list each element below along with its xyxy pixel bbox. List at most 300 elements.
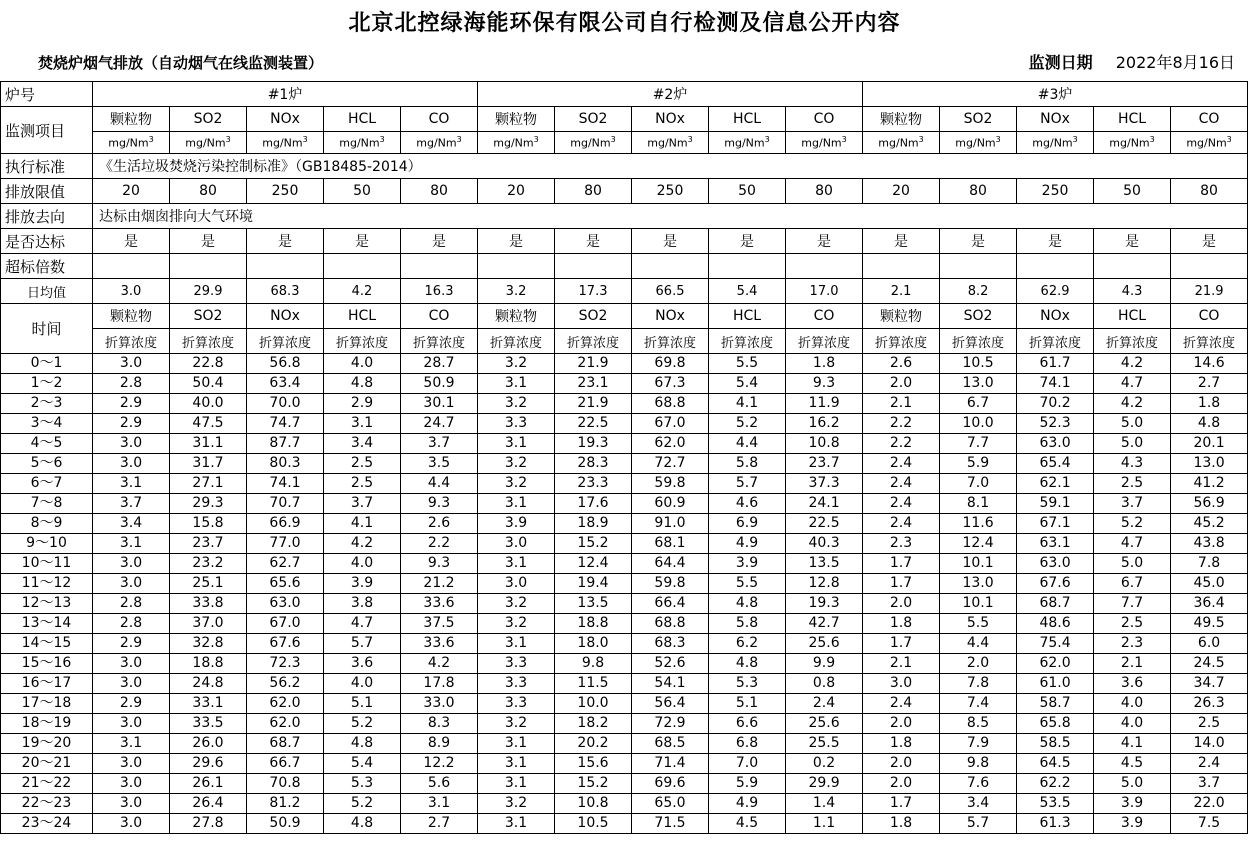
value-cell: 10.8 — [786, 434, 863, 454]
value-cell: 67.0 — [247, 614, 324, 634]
value-cell: 5.8 — [709, 614, 786, 634]
value-cell: 65.4 — [1017, 454, 1094, 474]
value-cell: 11.6 — [940, 514, 1017, 534]
daily-avg-cell: 5.4 — [709, 279, 786, 304]
value-cell: 5.2 — [709, 414, 786, 434]
value-cell: 1.8 — [863, 614, 940, 634]
value-cell: 4.7 — [1094, 534, 1171, 554]
unit-cell: mg/Nm$^3$ — [93, 132, 170, 154]
value-cell: 3.0 — [478, 574, 555, 594]
value-cell: 5.1 — [324, 694, 401, 714]
value-cell: 3.3 — [478, 694, 555, 714]
hour-cell: 8～9 — [1, 514, 93, 534]
limit-cell: 20 — [478, 179, 555, 204]
hour-row — [1, 814, 1248, 834]
value-cell: 12.8 — [786, 574, 863, 594]
value-cell: 33.8 — [170, 594, 247, 614]
limit-cell: 50 — [709, 179, 786, 204]
value-cell: 13.5 — [555, 594, 632, 614]
value-cell: 27.1 — [170, 474, 247, 494]
value-cell: 5.2 — [324, 714, 401, 734]
value-cell: 37.3 — [786, 474, 863, 494]
value-cell: 74.7 — [247, 414, 324, 434]
hour-cell: 22～23 — [1, 794, 93, 814]
value-cell: 30.1 — [401, 394, 478, 414]
value-cell: 2.5 — [1094, 474, 1171, 494]
value-cell: 80.3 — [247, 454, 324, 474]
value-cell: 3.0 — [93, 454, 170, 474]
limit-cell: 80 — [170, 179, 247, 204]
hour-cell: 0～1 — [1, 354, 93, 374]
value-cell: 3.7 — [1094, 494, 1171, 514]
value-cell: 29.6 — [170, 754, 247, 774]
limit-row — [1, 179, 1248, 204]
value-cell: 6.2 — [709, 634, 786, 654]
limit-cell: 80 — [555, 179, 632, 204]
value-cell: 1.8 — [863, 814, 940, 834]
value-cell: 5.2 — [1094, 514, 1171, 534]
hour-cell: 13～14 — [1, 614, 93, 634]
furnace-row — [1, 82, 1248, 107]
limit-cell: 80 — [786, 179, 863, 204]
hour-cell: 15～16 — [1, 654, 93, 674]
value-cell: 3.4 — [940, 794, 1017, 814]
value-cell: 9.3 — [786, 374, 863, 394]
hour-cell: 4～5 — [1, 434, 93, 454]
value-cell: 62.0 — [632, 434, 709, 454]
value-cell: 32.8 — [170, 634, 247, 654]
value-cell: 3.1 — [478, 734, 555, 754]
value-cell: 4.0 — [1094, 694, 1171, 714]
value-cell: 2.0 — [863, 714, 940, 734]
value-cell: 25.6 — [786, 634, 863, 654]
value-cell: 3.0 — [93, 794, 170, 814]
value-cell: 67.1 — [1017, 514, 1094, 534]
value-cell: 65.8 — [1017, 714, 1094, 734]
value-cell: 81.2 — [247, 794, 324, 814]
value-cell: 63.0 — [1017, 434, 1094, 454]
value-cell: 7.7 — [1094, 594, 1171, 614]
value-cell: 64.5 — [1017, 754, 1094, 774]
value-cell: 70.0 — [247, 394, 324, 414]
conc-header: 折算浓度 — [709, 329, 786, 354]
hour-row — [1, 434, 1248, 454]
exceed-cell — [555, 254, 632, 279]
value-cell: 3.1 — [478, 374, 555, 394]
daily-avg-cell: 3.0 — [93, 279, 170, 304]
value-cell: 31.7 — [170, 454, 247, 474]
conc-header: 折算浓度 — [632, 329, 709, 354]
value-cell: 4.4 — [940, 634, 1017, 654]
hour-cell: 12～13 — [1, 594, 93, 614]
value-cell: 21.9 — [555, 354, 632, 374]
value-cell: 4.9 — [709, 794, 786, 814]
value-cell: 36.4 — [1171, 594, 1248, 614]
value-cell: 8.3 — [401, 714, 478, 734]
value-cell: 2.4 — [786, 694, 863, 714]
hour-row — [1, 774, 1248, 794]
value-cell: 19.4 — [555, 574, 632, 594]
value-cell: 17.8 — [401, 674, 478, 694]
compliant-cell: 是 — [1171, 229, 1248, 254]
value-cell: 2.9 — [93, 414, 170, 434]
value-cell: 3.1 — [93, 474, 170, 494]
value-cell: 2.8 — [93, 374, 170, 394]
value-cell: 2.4 — [863, 474, 940, 494]
value-cell: 3.4 — [324, 434, 401, 454]
compliant-cell: 是 — [940, 229, 1017, 254]
compliant-cell: 是 — [247, 229, 324, 254]
value-cell: 3.9 — [324, 574, 401, 594]
limit-cell: 80 — [401, 179, 478, 204]
value-cell: 34.7 — [1171, 674, 1248, 694]
hour-cell: 20～21 — [1, 754, 93, 774]
value-cell: 41.2 — [1171, 474, 1248, 494]
value-cell: 3.9 — [1094, 814, 1171, 834]
daily-avg-cell: 68.3 — [247, 279, 324, 304]
value-cell: 9.9 — [786, 654, 863, 674]
value-cell: 69.6 — [632, 774, 709, 794]
compliant-cell: 是 — [478, 229, 555, 254]
hour-row — [1, 714, 1248, 734]
value-cell: 3.6 — [324, 654, 401, 674]
value-cell: 23.3 — [555, 474, 632, 494]
value-cell: 3.2 — [478, 614, 555, 634]
value-cell: 4.9 — [709, 534, 786, 554]
hour-row — [1, 514, 1248, 534]
value-cell: 3.9 — [709, 554, 786, 574]
unit-cell: mg/Nm$^3$ — [863, 132, 940, 154]
value-cell: 62.7 — [247, 554, 324, 574]
value-cell: 47.5 — [170, 414, 247, 434]
value-cell: 4.8 — [324, 374, 401, 394]
value-cell: 68.7 — [1017, 594, 1094, 614]
value-cell: 25.1 — [170, 574, 247, 594]
value-cell: 15.2 — [555, 534, 632, 554]
value-cell: 42.7 — [786, 614, 863, 634]
limit-cell: 20 — [93, 179, 170, 204]
hour-cell: 17～18 — [1, 694, 93, 714]
value-cell: 10.8 — [555, 794, 632, 814]
daily-avg-label: 日均值 — [1, 279, 93, 304]
value-cell: 3.3 — [478, 654, 555, 674]
value-cell: 40.0 — [170, 394, 247, 414]
value-cell: 62.0 — [247, 694, 324, 714]
pollutant-subheader: HCL — [1094, 304, 1171, 329]
value-cell: 3.1 — [401, 794, 478, 814]
conc-header: 折算浓度 — [863, 329, 940, 354]
pollutant-header: HCL — [709, 107, 786, 132]
conc-header: 折算浓度 — [1094, 329, 1171, 354]
compliant-cell: 是 — [1017, 229, 1094, 254]
value-cell: 4.8 — [324, 814, 401, 834]
value-cell: 3.1 — [93, 734, 170, 754]
direction-label: 排放去向 — [1, 204, 93, 229]
value-cell: 70.8 — [247, 774, 324, 794]
value-cell: 2.2 — [863, 434, 940, 454]
value-cell: 29.3 — [170, 494, 247, 514]
value-cell: 2.4 — [1171, 754, 1248, 774]
value-cell: 2.3 — [1094, 634, 1171, 654]
unit-cell: mg/Nm$^3$ — [940, 132, 1017, 154]
compliant-row — [1, 229, 1248, 254]
daily-avg-cell: 2.1 — [863, 279, 940, 304]
value-cell: 3.8 — [324, 594, 401, 614]
value-cell: 3.0 — [93, 434, 170, 454]
pollutant-header: HCL — [324, 107, 401, 132]
value-cell: 25.6 — [786, 714, 863, 734]
daily-avg-cell: 4.3 — [1094, 279, 1171, 304]
value-cell: 8.5 — [940, 714, 1017, 734]
unit-cell: mg/Nm$^3$ — [324, 132, 401, 154]
value-cell: 59.8 — [632, 574, 709, 594]
hour-cell: 6～7 — [1, 474, 93, 494]
value-cell: 3.3 — [478, 674, 555, 694]
pollutant-subheader: SO2 — [940, 304, 1017, 329]
emission-table — [0, 81, 1248, 834]
value-cell: 5.6 — [401, 774, 478, 794]
unit-cell: mg/Nm$^3$ — [632, 132, 709, 154]
conc-header: 折算浓度 — [478, 329, 555, 354]
standard-row — [1, 154, 1248, 179]
value-cell: 9.3 — [401, 494, 478, 514]
value-cell: 2.4 — [863, 514, 940, 534]
pollutant-subheader: HCL — [709, 304, 786, 329]
value-cell: 3.0 — [93, 754, 170, 774]
hour-row — [1, 354, 1248, 374]
value-cell: 5.0 — [1094, 774, 1171, 794]
pollutant-subheader: SO2 — [555, 304, 632, 329]
limit-cell: 250 — [632, 179, 709, 204]
limit-cell: 50 — [324, 179, 401, 204]
unit-cell: mg/Nm$^3$ — [1017, 132, 1094, 154]
value-cell: 2.7 — [1171, 374, 1248, 394]
pollutant-subheader: NOx — [247, 304, 324, 329]
value-cell: 7.0 — [940, 474, 1017, 494]
hour-row — [1, 574, 1248, 594]
value-cell: 1.8 — [863, 734, 940, 754]
value-cell: 6.7 — [1094, 574, 1171, 594]
value-cell: 5.1 — [709, 694, 786, 714]
value-cell: 4.2 — [324, 534, 401, 554]
value-cell: 1.4 — [786, 794, 863, 814]
value-cell: 28.3 — [555, 454, 632, 474]
unit-cell: mg/Nm$^3$ — [709, 132, 786, 154]
furnace-label: 炉号 — [1, 82, 93, 107]
value-cell: 61.0 — [1017, 674, 1094, 694]
value-cell: 31.1 — [170, 434, 247, 454]
value-cell: 61.3 — [1017, 814, 1094, 834]
hour-cell: 11～12 — [1, 574, 93, 594]
compliant-cell: 是 — [709, 229, 786, 254]
value-cell: 18.8 — [555, 614, 632, 634]
value-cell: 3.0 — [93, 354, 170, 374]
value-cell: 33.1 — [170, 694, 247, 714]
unit-row — [1, 132, 1248, 154]
compliant-cell: 是 — [632, 229, 709, 254]
conc-header: 折算浓度 — [555, 329, 632, 354]
limit-cell: 50 — [1094, 179, 1171, 204]
value-cell: 26.3 — [1171, 694, 1248, 714]
value-cell: 8.9 — [401, 734, 478, 754]
limit-cell: 250 — [1017, 179, 1094, 204]
exceed-row — [1, 254, 1248, 279]
value-cell: 75.4 — [1017, 634, 1094, 654]
value-cell: 7.8 — [1171, 554, 1248, 574]
value-cell: 21.9 — [555, 394, 632, 414]
pollutant-subheader: 颗粒物 — [478, 304, 555, 329]
pollutant-subheader: 颗粒物 — [93, 304, 170, 329]
value-cell: 9.3 — [401, 554, 478, 574]
unit-cell: mg/Nm$^3$ — [478, 132, 555, 154]
value-cell: 2.3 — [863, 534, 940, 554]
value-cell: 2.5 — [324, 454, 401, 474]
hour-row — [1, 494, 1248, 514]
value-cell: 63.0 — [247, 594, 324, 614]
value-cell: 4.0 — [324, 354, 401, 374]
hour-row — [1, 594, 1248, 614]
time-label: 时间 — [1, 304, 93, 354]
value-cell: 7.0 — [709, 754, 786, 774]
hour-cell: 18～19 — [1, 714, 93, 734]
pollutant-row — [1, 107, 1248, 132]
value-cell: 20.2 — [555, 734, 632, 754]
limit-cell: 80 — [940, 179, 1017, 204]
value-cell: 5.7 — [324, 634, 401, 654]
value-cell: 10.0 — [940, 414, 1017, 434]
value-cell: 13.0 — [940, 574, 1017, 594]
unit-cell: mg/Nm$^3$ — [786, 132, 863, 154]
value-cell: 7.9 — [940, 734, 1017, 754]
value-cell: 1.7 — [863, 794, 940, 814]
value-cell: 5.3 — [324, 774, 401, 794]
exceed-cell — [324, 254, 401, 279]
value-cell: 18.2 — [555, 714, 632, 734]
furnace-header: #2炉 — [478, 82, 863, 107]
value-cell: 5.8 — [709, 454, 786, 474]
value-cell: 0.8 — [786, 674, 863, 694]
value-cell: 7.5 — [1171, 814, 1248, 834]
value-cell: 3.1 — [478, 774, 555, 794]
value-cell: 16.2 — [786, 414, 863, 434]
value-cell: 4.6 — [709, 494, 786, 514]
value-cell: 10.5 — [940, 354, 1017, 374]
value-cell: 3.3 — [478, 414, 555, 434]
hour-row — [1, 534, 1248, 554]
value-cell: 19.3 — [555, 434, 632, 454]
value-cell: 14.6 — [1171, 354, 1248, 374]
value-cell: 11.9 — [786, 394, 863, 414]
hour-cell: 5～6 — [1, 454, 93, 474]
value-cell: 5.5 — [940, 614, 1017, 634]
value-cell: 3.0 — [93, 674, 170, 694]
value-cell: 33.5 — [170, 714, 247, 734]
value-cell: 77.0 — [247, 534, 324, 554]
value-cell: 12.4 — [940, 534, 1017, 554]
value-cell: 10.1 — [940, 594, 1017, 614]
value-cell: 3.1 — [478, 754, 555, 774]
value-cell: 22.0 — [1171, 794, 1248, 814]
value-cell: 53.5 — [1017, 794, 1094, 814]
compliant-label: 是否达标 — [1, 229, 93, 254]
value-cell: 3.0 — [93, 774, 170, 794]
value-cell: 2.1 — [863, 654, 940, 674]
value-cell: 6.8 — [709, 734, 786, 754]
hour-row — [1, 674, 1248, 694]
value-cell: 5.4 — [709, 374, 786, 394]
value-cell: 65.6 — [247, 574, 324, 594]
hour-row — [1, 694, 1248, 714]
limit-cell: 250 — [247, 179, 324, 204]
value-cell: 12.2 — [401, 754, 478, 774]
value-cell: 74.1 — [1017, 374, 1094, 394]
hour-row — [1, 654, 1248, 674]
conc-row — [1, 329, 1248, 354]
value-cell: 18.0 — [555, 634, 632, 654]
value-cell: 5.3 — [709, 674, 786, 694]
conc-header: 折算浓度 — [93, 329, 170, 354]
value-cell: 4.5 — [709, 814, 786, 834]
value-cell: 52.6 — [632, 654, 709, 674]
value-cell: 3.2 — [478, 794, 555, 814]
value-cell: 65.0 — [632, 794, 709, 814]
value-cell: 2.4 — [863, 494, 940, 514]
value-cell: 2.2 — [401, 534, 478, 554]
daily-avg-cell: 29.9 — [170, 279, 247, 304]
value-cell: 62.0 — [247, 714, 324, 734]
value-cell: 58.7 — [1017, 694, 1094, 714]
value-cell: 15.8 — [170, 514, 247, 534]
value-cell: 15.2 — [555, 774, 632, 794]
pollutant-header: NOx — [247, 107, 324, 132]
pollutant-header: 颗粒物 — [863, 107, 940, 132]
value-cell: 50.9 — [401, 374, 478, 394]
value-cell: 2.4 — [863, 694, 940, 714]
value-cell: 28.7 — [401, 354, 478, 374]
value-cell: 4.8 — [709, 654, 786, 674]
value-cell: 6.7 — [940, 394, 1017, 414]
exceed-label: 超标倍数 — [1, 254, 93, 279]
value-cell: 2.2 — [863, 414, 940, 434]
value-cell: 2.0 — [863, 374, 940, 394]
value-cell: 3.7 — [401, 434, 478, 454]
furnace-header: #3炉 — [863, 82, 1248, 107]
value-cell: 3.1 — [478, 494, 555, 514]
value-cell: 63.4 — [247, 374, 324, 394]
value-cell: 67.0 — [632, 414, 709, 434]
value-cell: 3.9 — [478, 514, 555, 534]
value-cell: 2.0 — [940, 654, 1017, 674]
value-cell: 72.9 — [632, 714, 709, 734]
unit-cell: mg/Nm$^3$ — [247, 132, 324, 154]
value-cell: 91.0 — [632, 514, 709, 534]
hour-row — [1, 474, 1248, 494]
conc-header: 折算浓度 — [247, 329, 324, 354]
value-cell: 5.0 — [1094, 554, 1171, 574]
value-cell: 63.1 — [1017, 534, 1094, 554]
value-cell: 15.6 — [555, 754, 632, 774]
exceed-cell — [632, 254, 709, 279]
hour-row — [1, 634, 1248, 654]
value-cell: 23.7 — [786, 454, 863, 474]
value-cell: 3.6 — [1094, 674, 1171, 694]
value-cell: 3.0 — [93, 714, 170, 734]
hour-cell: 19～20 — [1, 734, 93, 754]
unit-cell: mg/Nm$^3$ — [555, 132, 632, 154]
subtitle: 焚烧炉烟气排放（自动烟气在线监测装置） — [38, 54, 324, 72]
exceed-cell — [401, 254, 478, 279]
value-cell: 5.9 — [940, 454, 1017, 474]
